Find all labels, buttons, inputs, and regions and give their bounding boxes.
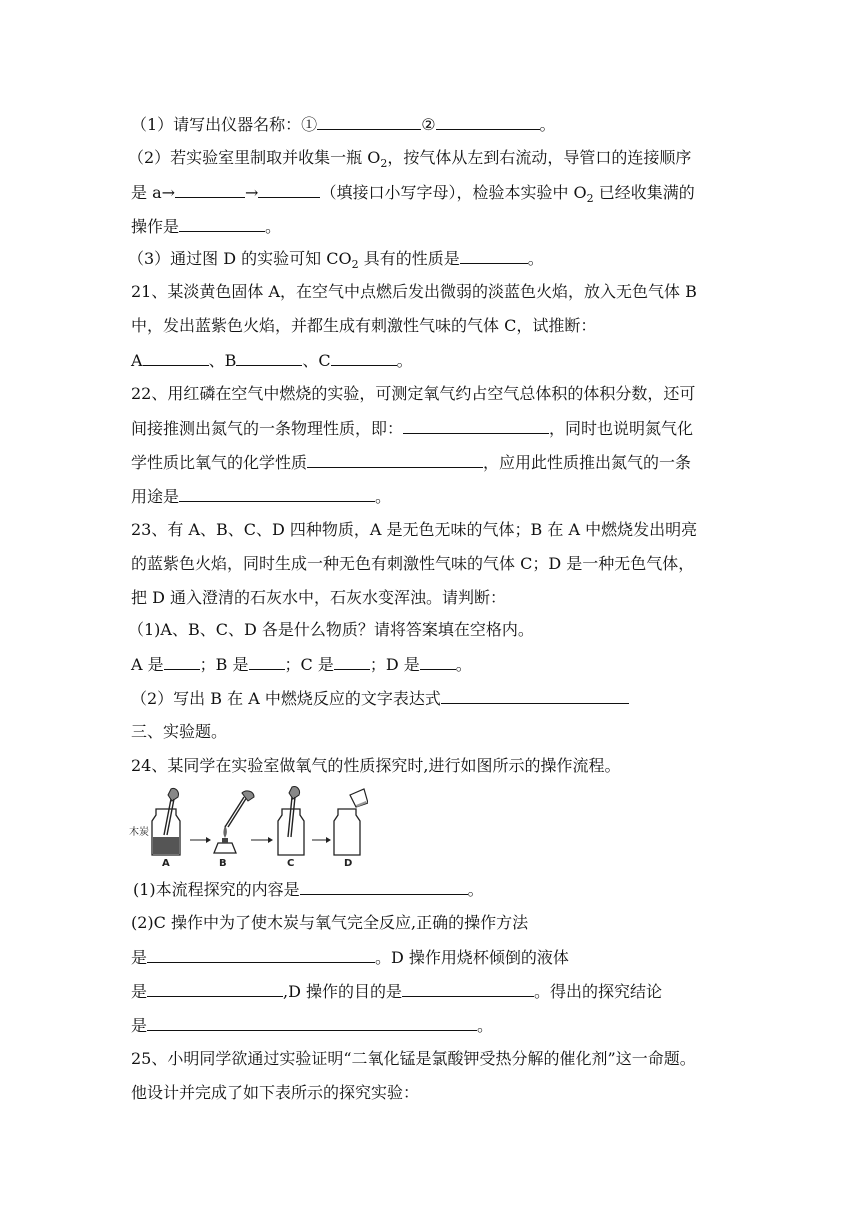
q24-part1: (1)本流程探究的内容是 。 bbox=[133, 880, 484, 899]
answer-blank[interactable] bbox=[436, 114, 540, 130]
q21-answers: A 、B 、C 。 bbox=[131, 351, 413, 370]
answer-blank[interactable] bbox=[441, 688, 629, 704]
figure-label-b: B bbox=[219, 858, 227, 867]
answer-blank[interactable] bbox=[236, 350, 302, 366]
q23-line6: （2）写出 B 在 A 中燃烧反应的文字表达式 bbox=[131, 688, 629, 709]
answer-blank[interactable] bbox=[147, 1015, 477, 1031]
figure-step-d bbox=[334, 789, 368, 867]
q20-part2-line1: （2）若实验室里制取并收集一瓶 $O_2$，按气体从左到右流动，导管口的连接顺序 bbox=[128, 148, 692, 171]
q21-line2: 中，发出蓝紫色火焰，并都生成有刺激性气味的气体 C，试推断： bbox=[131, 316, 597, 335]
q20-part1: （1）请写出仪器名称：① ② 。 bbox=[131, 115, 556, 134]
q24-line1: 24、某同学在实验室做氧气的性质探究时,进行如图所示的操作流程。 bbox=[131, 756, 621, 775]
figure-step-a bbox=[152, 788, 180, 867]
flow-arrow-icon bbox=[251, 837, 273, 843]
answer-blank[interactable] bbox=[147, 981, 283, 997]
q24-part2-line2: 是 。D 操作用烧杯倾倒的液体 bbox=[131, 948, 569, 967]
answer-blank[interactable] bbox=[331, 350, 397, 366]
figure-label-c: C bbox=[287, 858, 295, 867]
answer-blank[interactable] bbox=[402, 981, 534, 997]
q22-line4: 用途是 。 bbox=[131, 487, 392, 506]
experiment-flow-figure bbox=[128, 785, 368, 867]
figure-label-a: A bbox=[162, 858, 170, 867]
answer-blank[interactable] bbox=[300, 879, 468, 895]
flow-arrow-icon bbox=[190, 837, 211, 843]
figure-label-d: D bbox=[344, 858, 353, 867]
answer-blank[interactable] bbox=[317, 114, 421, 130]
answer-blank[interactable] bbox=[258, 182, 320, 198]
q23-answers: A 是 ；B 是 ；C 是 ；D 是 。 bbox=[131, 655, 472, 674]
q22-line3: 学性质比氧气的化学性质 ，应用此性质推出氮气的一条 bbox=[131, 453, 692, 472]
answer-blank[interactable] bbox=[143, 350, 209, 366]
answer-blank[interactable] bbox=[164, 654, 200, 670]
q25-line2: 他设计并完成了如下表所示的探究实验： bbox=[131, 1083, 420, 1102]
q24-part2-line4: 是 。 bbox=[131, 1016, 494, 1035]
answer-blank[interactable] bbox=[334, 654, 370, 670]
q24-part2-line1: (2)C 操作中为了使木炭与氧气完全反应,正确的操作方法 bbox=[131, 913, 529, 932]
q23-line4: （1)A、B、C、D 各是什么物质？请将答案填在空格内。 bbox=[128, 620, 534, 639]
answer-blank[interactable] bbox=[403, 418, 549, 434]
answer-blank[interactable] bbox=[179, 486, 375, 502]
answer-blank[interactable] bbox=[147, 947, 375, 963]
q22-line2: 间接推测出氮气的一条物理性质，即： ，同时也说明氮气化 bbox=[131, 419, 694, 438]
q25-line1: 25、小明同学欲通过实验证明“二氧化锰是氯酸钾受热分解的催化剂”这一命题。 bbox=[131, 1049, 696, 1068]
q24-part2-line3: 是 ,D 操作的目的是 。得出的探究结论 bbox=[131, 982, 663, 1001]
q20-part2-line2: 是 a→ → （填接口小写字母），检验本实验中 $O_2$ 已经收集满的 bbox=[131, 183, 695, 206]
section-heading: 三、实验题。 bbox=[131, 722, 228, 741]
q20-part3: （3）通过图 D 的实验可知 $CO_2$ 具有的性质是 。 bbox=[128, 249, 544, 272]
answer-blank[interactable] bbox=[249, 654, 285, 670]
answer-blank[interactable] bbox=[175, 182, 245, 198]
answer-blank[interactable] bbox=[179, 216, 265, 232]
figure-step-b bbox=[214, 791, 254, 867]
q23-line2: 的蓝紫色火焰，同时生成一种无色有刺激性气味的气体 C；D 是一种无色气体， bbox=[131, 554, 695, 573]
figure-step-c bbox=[278, 787, 304, 867]
flow-arrow-icon bbox=[312, 837, 331, 843]
q21-line1: 21、某淡黄色固体 A，在空气中点燃后发出微弱的淡蓝色火焰，放入无色气体 B bbox=[131, 282, 697, 301]
answer-blank[interactable] bbox=[420, 654, 456, 670]
q20-part2-line3: 操作是 。 bbox=[131, 217, 282, 236]
q23-line3: 把 D 通入澄清的石灰水中，石灰水变浑浊。请判断： bbox=[131, 588, 507, 607]
q23-line1: 23、有 A、B、C、D 四种物质，A 是无色无味的气体；B 在 A 中燃烧发出明亮 bbox=[131, 520, 698, 539]
answer-blank[interactable] bbox=[460, 248, 528, 264]
q22-line1: 22、用红磷在空气中燃烧的实验，可测定氧气约占空气总体积的体积分数，还可 bbox=[131, 384, 696, 403]
figure-side-label: 木炭 bbox=[129, 827, 149, 838]
answer-blank[interactable] bbox=[307, 452, 483, 468]
